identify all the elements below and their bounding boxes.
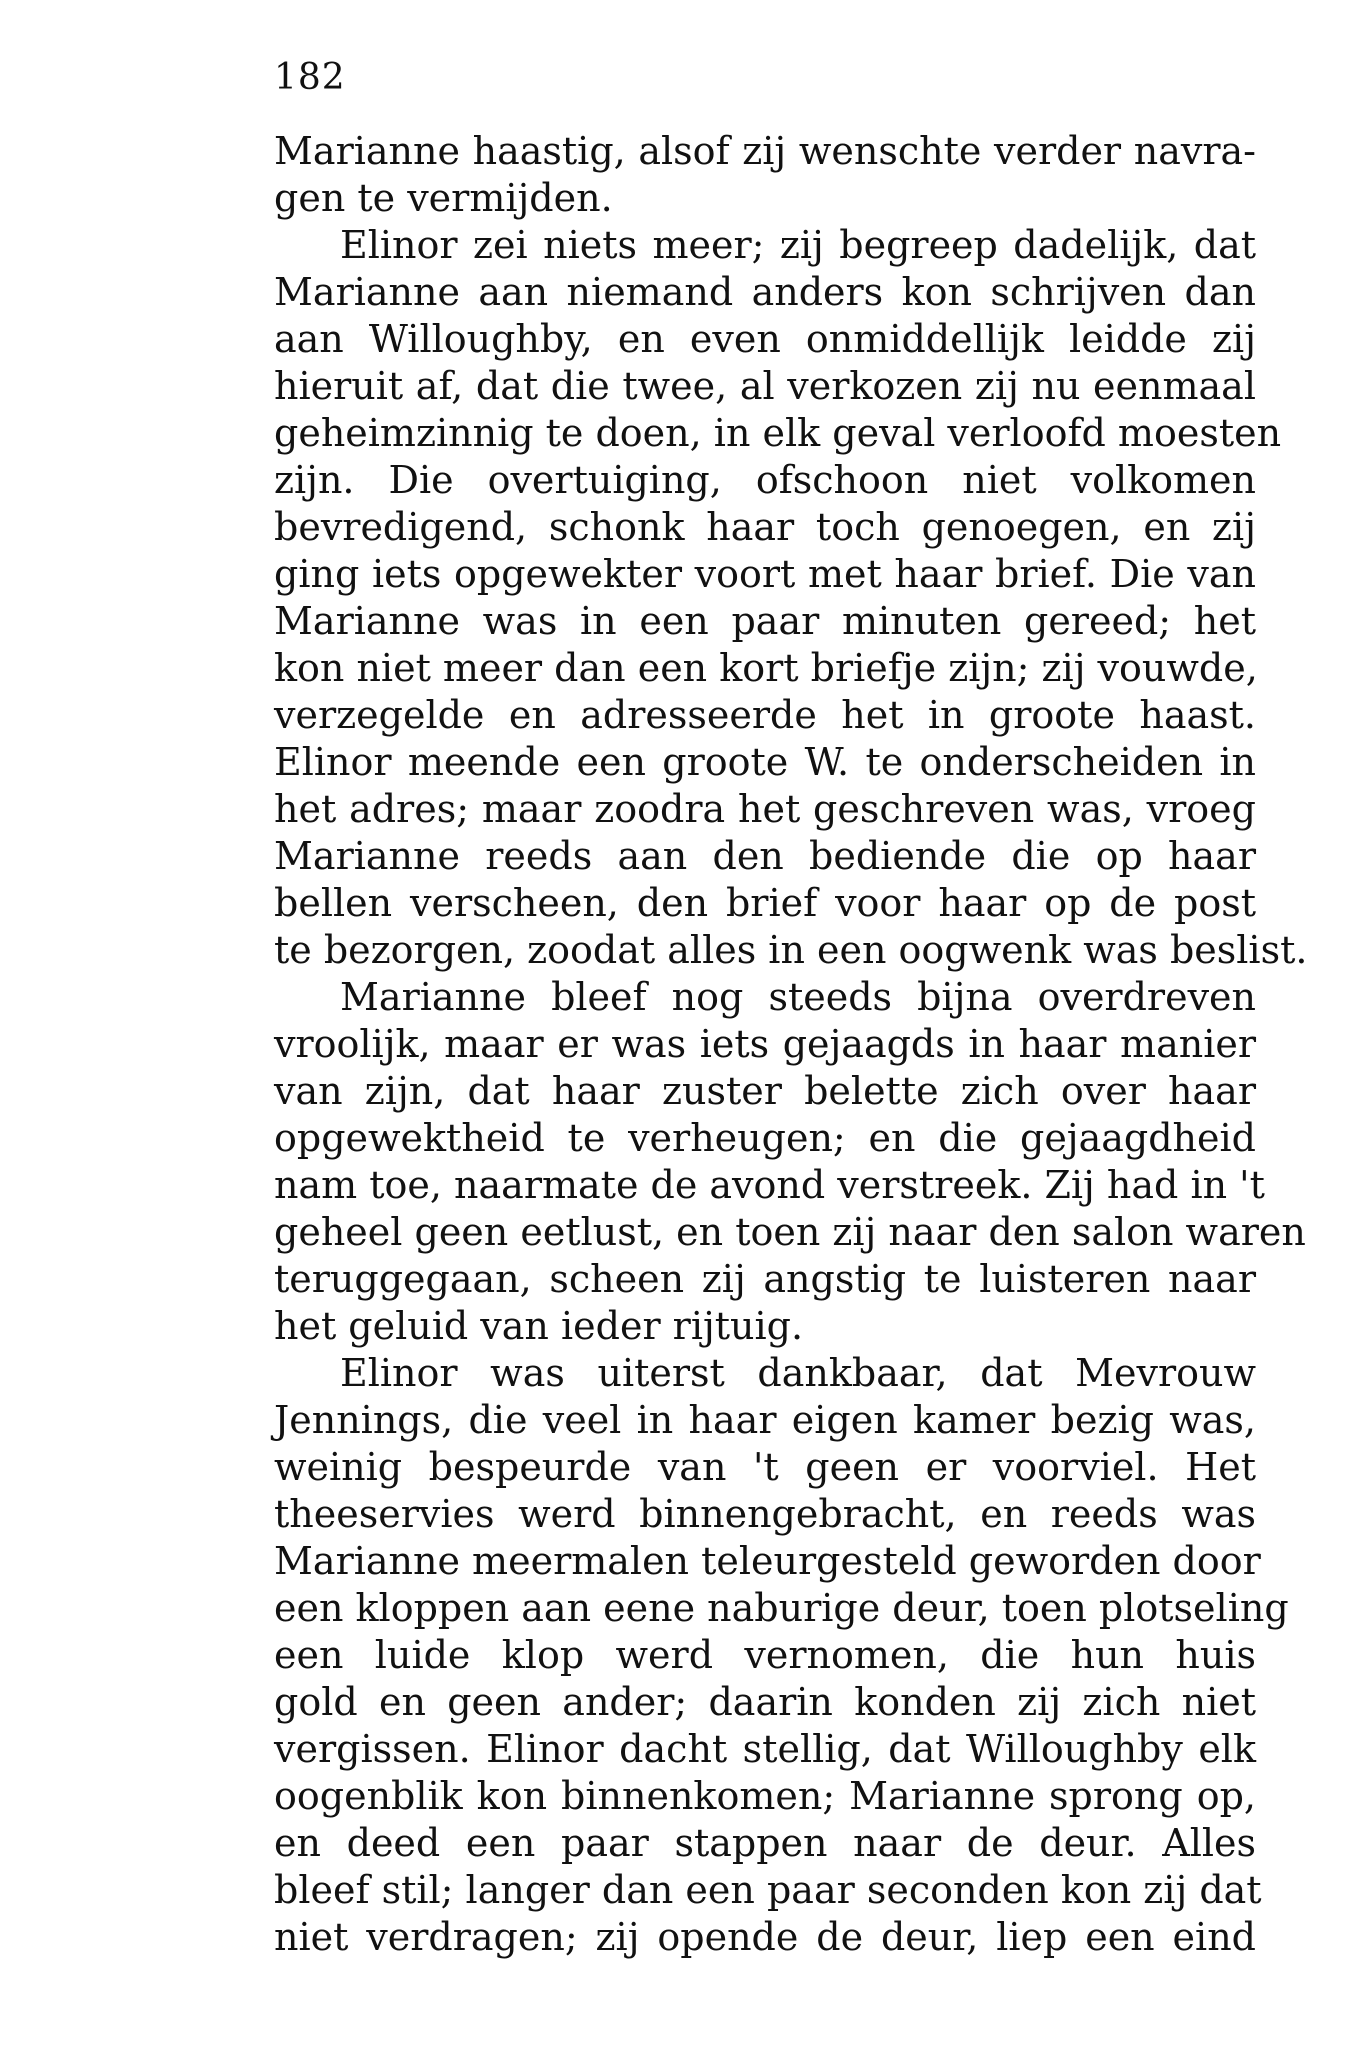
page-number: 182: [274, 57, 346, 98]
paragraph-first-line: Elinor was uiterst dankbaar, dat Mevrouw: [340, 1351, 1256, 1395]
text-line: oogenblik kon binnenkomen; Marianne sprong op,: [274, 1774, 1256, 1818]
text-line: aan Willoughby, en even onmiddellijk leidde zij: [274, 317, 1256, 361]
text-line: Jennings, die veel in haar eigen kamer bezig was,: [274, 1398, 1256, 1442]
text-line: het adres; maar zoodra het geschreven was, vroeg: [274, 787, 1256, 831]
text-line: kon niet meer dan een kort briefje zijn; zij vouwde,: [274, 646, 1258, 690]
text-line: weinig bespeurde van 't geen er voorviel. Het: [274, 1445, 1256, 1489]
text-line: opgewektheid te verheugen; en die gejaagdheid: [274, 1116, 1256, 1160]
text-line: een luide klop werd vernomen, die hun huis: [274, 1633, 1256, 1677]
text-line: teruggegaan, scheen zij angstig te luisteren naar: [274, 1257, 1256, 1301]
text-line: gen te vermijden.: [274, 176, 613, 220]
text-line: ging iets opgewekter voort met haar brief. Die van: [274, 552, 1256, 596]
text-line: en deed een paar stappen naar de deur. Alles: [274, 1821, 1256, 1865]
text-line: Marianne haastig, alsof zij wenschte verder navra-: [274, 129, 1256, 173]
text-line: bevredigend, schonk haar toch genoegen, en zij: [274, 505, 1256, 549]
text-line: Elinor meende een groote W. te onderscheiden in: [274, 740, 1256, 784]
text-line: Marianne aan niemand anders kon schrijven dan: [274, 270, 1256, 314]
text-line: het geluid van ieder rijtuig.: [274, 1304, 804, 1348]
text-line: gold en geen ander; daarin konden zij zich niet: [274, 1680, 1256, 1724]
text-line: theeservies werd binnengebracht, en reeds was: [274, 1492, 1256, 1536]
text-line: geheimzinnig te doen, in elk geval verloofd moesten: [274, 411, 1282, 455]
text-line: zijn. Die overtuiging, ofschoon niet volkomen: [274, 458, 1256, 502]
body-text: [274, 128, 1308, 1961]
paragraph-first-line: Marianne bleef nog steeds bijna overdreven: [340, 975, 1256, 1019]
text-line: vergissen. Elinor dacht stellig, dat Willoughby elk: [274, 1727, 1256, 1771]
text-line: niet verdragen; zij opende de deur, liep een eind: [274, 1915, 1256, 1959]
text-line: geheel geen eetlust, en toen zij naar den salon waren: [274, 1210, 1306, 1254]
text-line: Marianne reeds aan den bediende die op haar: [274, 834, 1256, 878]
text-line: Marianne meermalen teleurgesteld geworden door: [274, 1539, 1261, 1583]
text-line: Marianne was in een paar minuten gereed; het: [274, 599, 1256, 643]
text-line: nam toe, naarmate de avond verstreek. Zij had in 't: [274, 1163, 1265, 1207]
text-line: een kloppen aan eene naburige deur, toen plotseling: [274, 1586, 1289, 1630]
text-line: hieruit af, dat die twee, al verkozen zij nu eenmaal: [274, 364, 1256, 408]
text-line: verzegelde en adresseerde het in groote haast.: [274, 693, 1256, 737]
paragraph-first-line: Elinor zei niets meer; zij begreep dadelijk, dat: [340, 223, 1256, 267]
text-line: bleef stil; langer dan een paar seconden kon zij dat: [274, 1868, 1262, 1912]
text-line: bellen verscheen, den brief voor haar op de post: [274, 881, 1256, 925]
text-line: vroolijk, maar er was iets gejaagds in haar manier: [274, 1022, 1256, 1066]
text-line: van zijn, dat haar zuster belette zich over haar: [274, 1069, 1256, 1113]
text-line: te bezorgen, zoodat alles in een oogwenk was beslist.: [274, 928, 1308, 972]
